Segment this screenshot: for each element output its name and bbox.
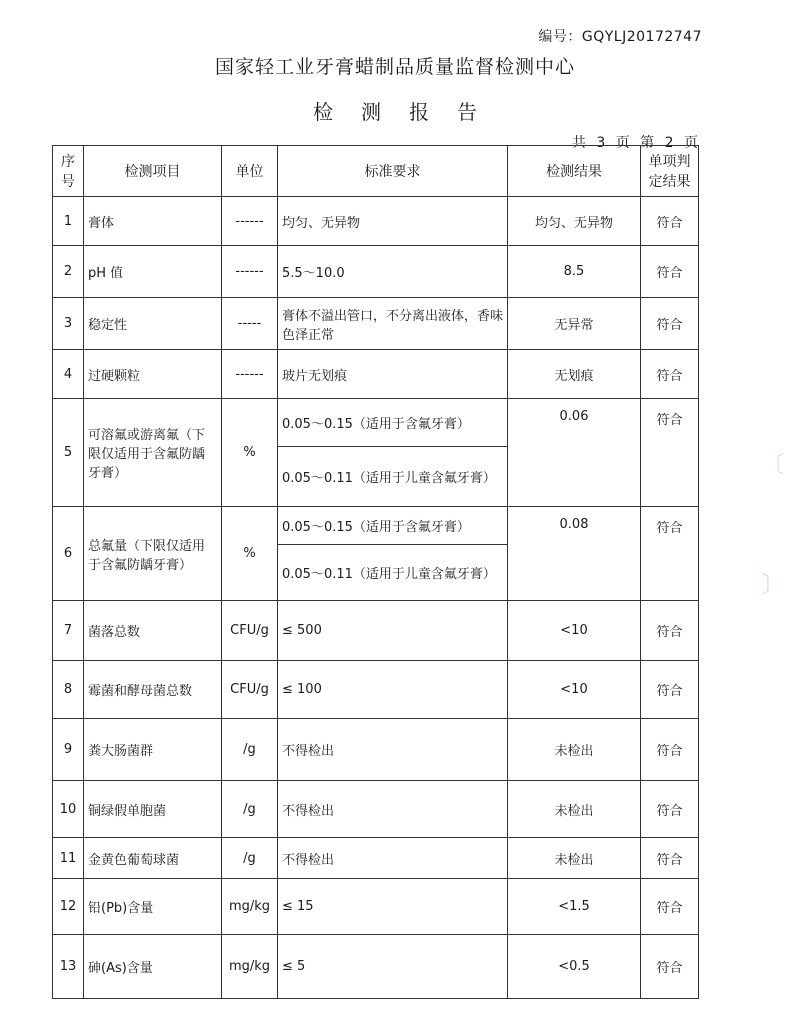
- standard: ≤ 5: [278, 935, 508, 999]
- result: 8.5: [508, 246, 641, 298]
- result: <10: [508, 601, 641, 661]
- result: <0.5: [508, 935, 641, 999]
- table-row: [53, 197, 699, 246]
- row-number: 1: [53, 197, 84, 246]
- stamp-mark: 〔: [762, 453, 785, 478]
- report-number: 编号：GQYLJ20172747: [538, 29, 702, 45]
- verdict: 符合: [641, 399, 699, 507]
- table-header-row: [53, 146, 699, 197]
- row-number: 2: [53, 246, 84, 298]
- test-item: 可溶氟或游离氟（下限仅适用于含氟防龋牙膏）: [84, 399, 222, 507]
- result: 未检出: [508, 838, 641, 879]
- test-item: 粪大肠菌群: [84, 719, 222, 781]
- verdict: 符合: [641, 935, 699, 999]
- test-item: 铅(Pb)含量: [84, 879, 222, 935]
- test-item: 菌落总数: [84, 601, 222, 661]
- standard: ≤ 500: [278, 601, 508, 661]
- row-number: 4: [53, 350, 84, 399]
- page-info: 共 3 页 第 2 页: [571, 135, 698, 151]
- table-row: [53, 246, 699, 298]
- row-number: 5: [53, 399, 84, 507]
- table-row: [53, 601, 699, 661]
- unit: /g: [222, 781, 278, 838]
- unit: mg/kg: [222, 935, 278, 999]
- table-row: [53, 781, 699, 838]
- row-number: 10: [53, 781, 84, 838]
- unit: /g: [222, 719, 278, 781]
- verdict: 符合: [641, 719, 699, 781]
- result: 无划痕: [508, 350, 641, 399]
- table-row: [53, 298, 699, 350]
- verdict: 符合: [641, 879, 699, 935]
- column-header: 单位: [222, 146, 278, 197]
- column-header: 检测结果: [508, 146, 641, 197]
- standard: 0.05～0.15（适用于含氟牙膏）: [278, 507, 508, 545]
- verdict: 符合: [641, 601, 699, 661]
- unit: ------: [222, 350, 278, 399]
- unit: %: [222, 507, 278, 601]
- standard: ≤ 15: [278, 879, 508, 935]
- test-item: 膏体: [84, 197, 222, 246]
- table-row: [53, 719, 699, 781]
- result: 未检出: [508, 719, 641, 781]
- test-item: pH 值: [84, 246, 222, 298]
- unit: -----: [222, 298, 278, 350]
- standard: 5.5～10.0: [278, 246, 508, 298]
- test-item: 霉菌和酵母菌总数: [84, 661, 222, 719]
- standard: 不得检出: [278, 719, 508, 781]
- row-number: 9: [53, 719, 84, 781]
- row-number: 12: [53, 879, 84, 935]
- table-row: [53, 935, 699, 999]
- verdict: 符合: [641, 246, 699, 298]
- unit: %: [222, 399, 278, 507]
- test-item: 砷(As)含量: [84, 935, 222, 999]
- table-row: [53, 350, 699, 399]
- row-number: 11: [53, 838, 84, 879]
- table-row: [53, 838, 699, 879]
- column-header: 序号: [53, 146, 84, 197]
- results-table: [52, 145, 699, 999]
- result: 未检出: [508, 781, 641, 838]
- unit: CFU/g: [222, 661, 278, 719]
- test-item: 铜绿假单胞菌: [84, 781, 222, 838]
- row-number: 8: [53, 661, 84, 719]
- table-row: [53, 507, 699, 545]
- standard: 不得检出: [278, 781, 508, 838]
- result: 0.08: [508, 507, 641, 601]
- table-row: [53, 879, 699, 935]
- row-number: 6: [53, 507, 84, 601]
- result: 均匀、无异物: [508, 197, 641, 246]
- unit: CFU/g: [222, 601, 278, 661]
- row-number: 13: [53, 935, 84, 999]
- table-row: [53, 399, 699, 447]
- organization-name: 国家轻工业牙膏蜡制品质量监督检测中心: [214, 56, 575, 78]
- table-row: [53, 661, 699, 719]
- result: 0.06: [508, 399, 641, 507]
- verdict: 符合: [641, 298, 699, 350]
- verdict: 符合: [641, 661, 699, 719]
- test-item: 过硬颗粒: [84, 350, 222, 399]
- standard: 均匀、无异物: [278, 197, 508, 246]
- standard: 0.05～0.11（适用于儿童含氟牙膏）: [278, 545, 508, 601]
- test-item: 金黄色葡萄球菌: [84, 838, 222, 879]
- unit: mg/kg: [222, 879, 278, 935]
- unit: ------: [222, 197, 278, 246]
- verdict: 符合: [641, 350, 699, 399]
- standard: 膏体不溢出管口，不分离出液体，香味色泽正常: [278, 298, 508, 350]
- row-number: 7: [53, 601, 84, 661]
- result: <10: [508, 661, 641, 719]
- verdict: 符合: [641, 197, 699, 246]
- stamp-mark: 〕: [762, 573, 785, 598]
- unit: ------: [222, 246, 278, 298]
- row-number: 3: [53, 298, 84, 350]
- test-item: 稳定性: [84, 298, 222, 350]
- standard: 不得检出: [278, 838, 508, 879]
- standard: ≤ 100: [278, 661, 508, 719]
- result: 无异常: [508, 298, 641, 350]
- test-item: 总氟量（下限仅适用于含氟防龋牙膏）: [84, 507, 222, 601]
- column-header: 单项判定结果: [641, 146, 699, 197]
- result: <1.5: [508, 879, 641, 935]
- column-header: 检测项目: [84, 146, 222, 197]
- standard: 0.05～0.15（适用于含氟牙膏）: [278, 399, 508, 447]
- standard: 0.05～0.11（适用于儿童含氟牙膏）: [278, 447, 508, 507]
- unit: /g: [222, 838, 278, 879]
- document-title: 检测报告: [313, 100, 505, 124]
- standard: 玻片无划痕: [278, 350, 508, 399]
- verdict: 符合: [641, 838, 699, 879]
- verdict: 符合: [641, 507, 699, 601]
- column-header: 标准要求: [278, 146, 508, 197]
- verdict: 符合: [641, 781, 699, 838]
